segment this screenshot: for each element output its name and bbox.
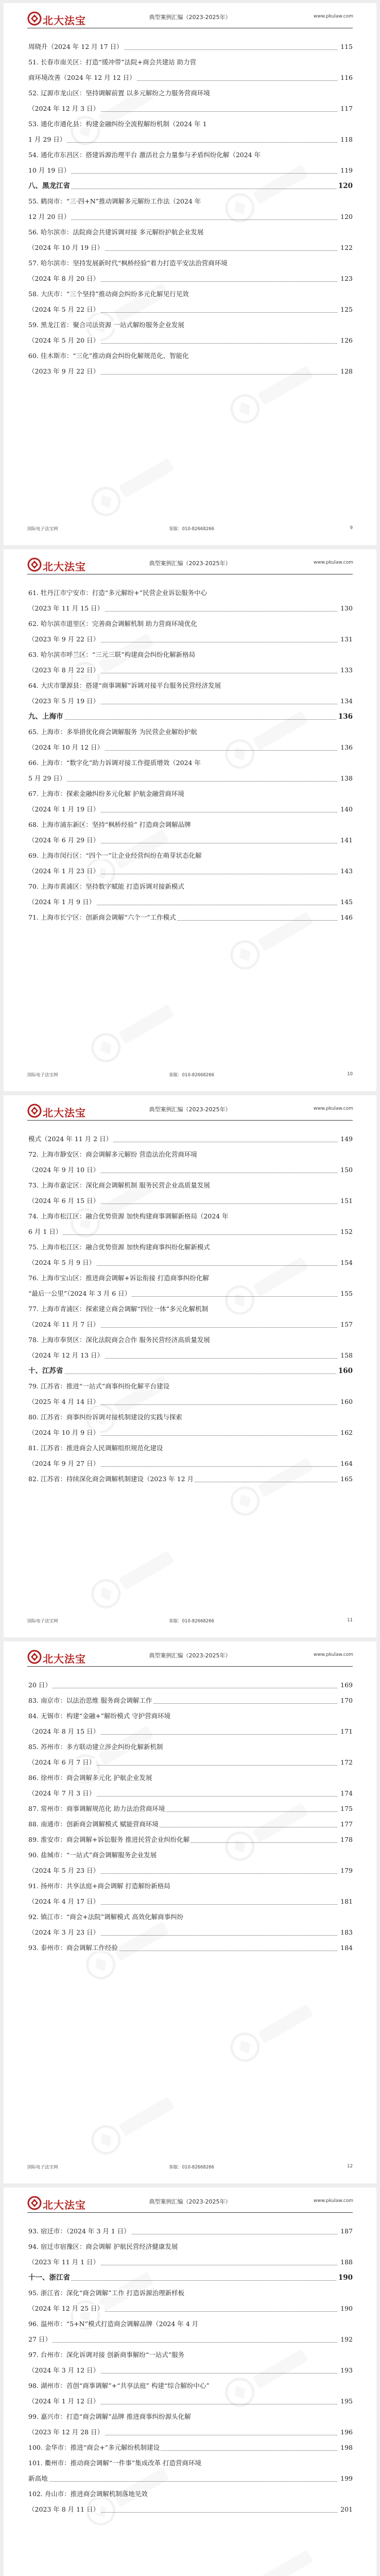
toc-entry-title: 周晓升（2024 年 12 月 17 日） [28,43,123,50]
header-url[interactable]: www.pkulaw.com [313,1106,353,1111]
toc-page-number: 199 [339,2471,353,2486]
document-page [4,2188,376,2576]
toc-entry-title: 65. 上海市：多举措优化商会调解服务 为民营企业解纷护航 [28,728,197,736]
logo-text: 北大法宝 [43,561,86,573]
header-url[interactable]: www.pkulaw.com [313,2198,353,2204]
toc-entry[interactable] [28,2316,353,2347]
toc-entry[interactable] [28,817,353,848]
toc-entry-title-cont: 商环境改善（2024 年 12 月 12 日） [28,74,136,81]
footer-service: 客服：010-82668266 [169,2165,215,2170]
toc-entry[interactable] [28,1770,353,1801]
toc-page-number: 116 [339,70,353,86]
page-footer [27,2164,353,2170]
toc-entry-title: 93. 泰州市：商会调解工作经验 [28,1944,118,1952]
toc-entry-title: 74. 上海市松江区：融合优势资源 加快构建商事调解新格局（2024 年 [28,1212,229,1220]
toc-entry[interactable] [28,1693,353,1708]
toc-page-number: 190 [337,2270,353,2285]
toc-entry-title-cont: “最后一公里”（2024 年 3 月 6 日） [28,1290,131,1297]
toc-page-number: 170 [339,1693,353,1708]
watermark-logo [83,1537,186,1617]
toc-entry[interactable] [28,1940,353,1956]
toc-page-number: 183 [339,1925,353,1940]
toc-entry-title-cont: 6 月 1 日） [28,1228,62,1235]
toc-page-number: 162 [339,1425,353,1440]
toc-page-number: 136 [337,709,353,724]
toc-entry-title: 76. 上海市宝山区：推进商会调解+诉讼衔接 打造商事纠纷化解 [28,1274,209,1282]
toc-page-number: 181 [339,1894,353,1909]
toc-entry-title-cont: （2024 年 11 月 7 日） [28,1320,100,1328]
toc-entry[interactable] [28,1379,353,1410]
toc-entry[interactable] [28,86,353,116]
header-title: 典型案例汇编（2023-2025年） [149,14,231,21]
toc-page-number: 154 [339,1255,353,1270]
toc-entry-title-cont: （2023 年 5 月 19 日） [28,697,100,705]
toc-entry-title-cont: （2023 年 9 月 22 日） [28,635,100,643]
logo-text: 北大法宝 [43,14,86,27]
toc-entry[interactable] [28,1270,353,1301]
toc-entry-title: 99. 嘉兴市：打造“商会调解”品牌 推进商事纠纷源头化解 [28,2413,191,2420]
footer-page-number: 12 [347,2164,353,2169]
toc-entry[interactable] [28,910,353,925]
toc-entry-title: 94. 宿迁市宿豫区：商会调解 护航民营经济健康发展 [28,2243,178,2250]
toc-entry-title-cont: 5 月 29 日） [28,774,66,782]
toc-page-number: 184 [339,1940,353,1956]
watermark-logo [222,2536,325,2576]
page-footer [27,1618,353,1624]
toc-page-number: 165 [339,1471,353,1487]
toc-entry[interactable] [28,585,353,616]
toc-entry-title-cont: （2024 年 10 月 12 日） [28,743,103,751]
toc-entry-title-cont: （2024 年 1 月 12 日） [28,2397,100,2405]
toc-entry-title: 61. 牡丹江市宁安市：打造“多元解纷+”民营企业诉讼服务中心 [28,589,208,597]
toc-page-number: 146 [339,910,353,925]
footer-source: 国际电子法宝网 [27,1073,58,1078]
toc-entry-title: 95. 浙江省：深化“商会调解”工作 打造诉源治理新样板 [28,2289,185,2297]
toc-page-number: 171 [339,1724,353,1739]
toc-page-number: 149 [339,1131,353,1147]
toc-leader-dots [28,2481,337,2482]
toc-entry-title: 102. 舟山市：推进商会调解机制落地见效 [28,2490,148,2498]
page-header [4,3,376,34]
toc-entry-title-cont: （2024 年 12 月 3 日） [28,105,100,112]
toc-page-number: 120 [337,178,353,194]
toc-page-number: 126 [339,333,353,348]
toc-entry[interactable] [28,1410,353,1440]
toc-entry-title: 60. 佳木斯市：“三化”推动商会纠纷化解规范化、智能化 [28,352,189,360]
toc-entry[interactable] [28,1301,353,1332]
toc-entry-title-cont: （2024 年 10 月 19 日） [28,244,103,251]
toc-entry-title: 68. 上海市浦东新区：坚持“枫桥经验” 打造商会调解品牌 [28,821,191,828]
toc-entry-title: 十、江苏省 [28,1367,63,1375]
toc-entry-title: 九、上海市 [28,713,63,721]
toc-page-number: 122 [339,240,353,256]
toc-page-number: 188 [339,2255,353,2270]
toc-entry-title: 20 日） [28,1681,51,1689]
toc-page-number: 150 [339,1162,353,1178]
toc-entry-title: 模式（2024 年 11 月 2 日） [28,1135,113,1143]
toc-entry-title: 93. 宿迁市：（2024 年 3 月 1 日） [28,2227,130,2235]
toc-entry-title: 56. 哈尔滨市：法院商会共建诉调对接 多元解纷护航企业发展 [28,228,204,236]
toc-entry[interactable] [28,1677,353,1693]
toc-entry-title: 72. 上海市静安区：商会调解多元解纷 营造法治化营商环境 [28,1150,197,1158]
header-title: 典型案例汇编（2023-2025年） [149,1652,231,1659]
logo-text: 北大法宝 [43,1653,86,1665]
toc-page-number: 192 [339,2332,353,2347]
toc-entry[interactable] [28,1147,353,1178]
toc-section-heading[interactable] [28,1363,353,1379]
toc-entry[interactable] [28,1332,353,1363]
toc-entry-title-cont: （2024 年 5 月 9 日） [28,1259,96,1266]
toc-entry[interactable] [28,286,353,317]
toc-entry-title-cont: （2023 年 9 月 22 日） [28,367,100,375]
toc-entry-title-cont: （2023 年 8 月 11 日） [28,2505,100,2513]
toc-entry-title: 98. 湖州市：首创“商事调解”+“共享法庭” 构建“综合解纷中心” [28,2382,210,2389]
footer-source: 国际电子法宝网 [27,1619,58,1624]
toc-entry[interactable] [28,1440,353,1471]
toc-entry[interactable] [28,225,353,256]
toc-entry[interactable] [28,1739,353,1770]
toc-entry-title-cont: （2024 年 8 月 15 日） [28,1727,100,1735]
toc-leader-dots [28,2342,337,2343]
toc-page-number: 187 [339,2224,353,2239]
toc-entry-title: 52. 辽源市龙山区：坚持调解前置 以多元解纷之力服务营商环境 [28,89,210,97]
toc-entry-title: 58. 大庆市：“三个坚持”推动商会纠纷多元化解见行见效 [28,290,189,298]
header-title: 典型案例汇编（2023-2025年） [149,2198,231,2205]
toc-entry-title: 八、黑龙江省 [28,182,70,190]
toc-entry[interactable] [28,1240,353,1270]
toc-entry-title-cont: （2024 年 1 月 19 日） [28,805,100,813]
toc-entry-title-cont: 10 月 19 日） [28,166,71,174]
logo-text: 北大法宝 [43,2199,86,2211]
toc-entry[interactable] [28,2239,353,2270]
toc-page-number: 115 [339,39,353,55]
toc-page-number: 119 [339,163,353,178]
footer-service: 客服：010-82668266 [169,1073,215,1078]
header-title: 典型案例汇编（2023-2025年） [149,560,231,567]
toc-entry-title-cont: （2023 年 11 月 15 日） [28,604,103,612]
toc-page-number: 198 [339,2440,353,2455]
toc-entry-title: 80. 江苏省：商事纠纷诉调对接机制建设的实践与探索 [28,1413,182,1421]
toc-leader-dots [28,142,337,143]
header-title: 典型案例汇编（2023-2025年） [149,1106,231,1113]
toc-list [4,1131,376,1487]
page-footer [27,526,353,532]
toc-entry[interactable] [28,1131,353,1147]
toc-entry-title-cont: （2024 年 6 月 7 日） [28,1758,96,1766]
toc-page-number: 160 [339,1394,353,1410]
header-divider [27,1120,353,1121]
toc-entry-title: 87. 常州市：商事调解规范化 助力法治营商环境 [28,1805,165,1812]
toc-page-number: 164 [339,1456,353,1471]
toc-entry[interactable] [28,116,353,147]
toc-entry-title: 71. 上海市长宁区：创新商会调解“六个一”工作模式 [28,913,176,921]
toc-entry-title: 63. 哈尔滨市呼兰区：“三元三联”构建商会纠纷化解新格局 [28,651,196,658]
toc-entry[interactable] [28,2224,353,2239]
toc-entry-title-cont: 12 月 20 日） [28,213,71,221]
toc-page-number: 175 [339,1801,353,1817]
toc-entry-title: 51. 长春市南关区：打造“缓冲带”法院+商会共建站 助力营 [28,58,197,66]
toc-entry-title-cont: （2024 年 1 月 9 日） [28,898,96,906]
toc-entry-title: 55. 鹤岗市：“三·四+N”推动调解多元解纷工作法（2024 年 [28,197,201,205]
toc-entry-title: 66. 上海市：“数字化”助力诉调对接工作提质增效（2024 年 [28,759,201,767]
watermark-logo [83,445,186,525]
toc-entry[interactable] [28,256,353,286]
toc-entry-title: 78. 上海市奉贤区：深化法院商会合作 服务民营经济高质量发展 [28,1336,210,1344]
toc-entry-title: 100. 金华市：推进“商会+”多元解纷机制建设 [28,2444,160,2451]
footer-service: 客服：010-82668266 [169,1619,215,1624]
toc-entry[interactable] [28,678,353,709]
toc-entry-title: 88. 南通市：创新商会调解模式 赋能营商环境 [28,1820,159,1828]
toc-entry[interactable] [28,647,353,678]
toc-entry-title: 81. 江苏省：推进商会人民调解组织规范化建设 [28,1444,163,1452]
toc-entry-title: 82. 江苏省：持续深化商会调解机制建设（2023 年 12 月 [28,1475,194,1483]
toc-entry-title-cont: （2024 年 3 月 12 日） [28,2366,100,2374]
page-footer [27,1072,353,1078]
toc-entry-title-cont: （2024 年 6 月 29 日） [28,836,100,844]
toc-entry-title-cont: （2024 年 6 月 15 日） [28,1197,100,1205]
toc-entry-title-cont: （2024 年 10 月 9 日） [28,1429,100,1436]
header-divider [27,1666,353,1667]
watermark-logo [83,991,186,1071]
toc-list [4,39,376,379]
toc-entry-title-cont: 新高地 [28,2475,48,2482]
toc-entry[interactable] [28,2347,353,2378]
toc-entry[interactable] [28,2440,353,2455]
toc-entry-title: 75. 上海市松江区：融合优势资源 加快构建商事纠纷化解新模式 [28,1243,210,1251]
toc-entry-title: 90. 盐城市：“一站式”商会调解服务企业发展 [28,1851,157,1859]
footer-source: 国际电子法宝网 [27,527,58,532]
toc-page-number: 157 [339,1317,353,1332]
header-url[interactable]: www.pkulaw.com [313,1652,353,1657]
toc-page-number: 169 [339,1677,353,1693]
toc-page-number: 190 [339,2301,353,2316]
toc-entry[interactable] [28,2409,353,2440]
toc-entry[interactable] [28,1801,353,1817]
document-page [4,1095,376,1637]
toc-page-number: 151 [339,1193,353,1209]
toc-entry-title-cont: （2025 年 4 月 14 日） [28,1398,100,1405]
toc-entry-title-cont: （2024 年 12 月 13 日） [28,1351,103,1359]
toc-entry[interactable] [28,1209,353,1240]
toc-entry[interactable] [28,616,353,647]
toc-entry[interactable] [28,317,353,348]
toc-entry-title: 86. 徐州市：商会调解多元化 护航企业发展 [28,1774,152,1782]
toc-entry[interactable] [28,786,353,817]
toc-entry-title: 67. 上海市：探索金融纠纷多元化解 护航金融营商环境 [28,790,184,798]
toc-page-number: 130 [339,601,353,616]
toc-entry[interactable] [28,755,353,786]
footer-service: 客服：010-82668266 [169,527,215,532]
toc-page-number: 172 [339,1755,353,1770]
toc-entry[interactable] [28,724,353,755]
toc-entry[interactable] [28,1878,353,1909]
toc-entry-title: 53. 通化市通化县：构建金融纠纷全流程解纷机制（2024 年 1 [28,120,207,128]
toc-entry-title: 69. 上海市闵行区：“四个一”让企业经营纠纷在萌芽状态化解 [28,852,202,859]
toc-entry-title: 92. 镇江市：“商会+法院”调解模式 高效化解商事纠纷 [28,1913,184,1921]
toc-entry[interactable] [28,1471,353,1487]
toc-page-number: 155 [339,1286,353,1301]
toc-entry-title-cont: （2024 年 5 月 20 日） [28,336,100,344]
toc-entry-title: 96. 温州市：“5+N”模式打造商会调解品牌（2024 年 4 月 [28,2320,199,2328]
toc-entry-title: 91. 扬州市：共享法庭+商会调解 打造解纷新格局 [28,1882,170,1890]
toc-entry-title-cont: （2024 年 5 月 22 日） [28,306,100,313]
toc-page-number: 201 [339,2502,353,2517]
toc-entry-title: 79. 江苏省：推进“一站式”商事纠纷化解平台建设 [28,1382,170,1390]
header-url[interactable]: www.pkulaw.com [313,560,353,565]
toc-leader-dots [28,781,337,782]
toc-entry-title: 十一、浙江省 [28,2274,70,2282]
toc-section-heading[interactable] [28,2270,353,2285]
toc-entry[interactable] [28,848,353,879]
toc-entry-title-cont: （2024 年 4 月 17 日） [28,1897,100,1905]
toc-page-number: 158 [339,1348,353,1363]
toc-entry-title: 70. 上海市黄浦区：坚持数字赋能 打造诉调对接新模式 [28,883,184,890]
toc-leader-dots [28,219,337,220]
toc-page-number: 134 [339,693,353,709]
toc-page-number: 195 [339,2394,353,2409]
toc-entry[interactable] [28,1708,353,1739]
toc-entry-title: 89. 淮安市：商会调解+诉讼服务 推进民营企业纠纷化解 [28,1836,190,1843]
toc-page-number: 138 [339,771,353,786]
toc-section-heading[interactable] [28,709,353,724]
toc-entry[interactable] [28,55,353,86]
toc-entry[interactable] [28,1817,353,1832]
toc-entry-title: 101. 衢州市：推动商会调解“一件事”集成改革 打造营商环境 [28,2459,202,2467]
toc-page-number: 143 [339,863,353,879]
toc-entry[interactable] [28,1848,353,1878]
toc-leader-dots [28,173,337,174]
footer-page-number: 10 [347,1072,353,1077]
toc-entry-title: 64. 大庆市肇源县：搭建“商事调解”诉调对接平台服务民营经济发展 [28,682,221,689]
toc-entry-title: 77. 上海市青浦区：探索建立商会调解“四位一体”多元化解机制 [28,1305,209,1313]
toc-page-number: 145 [339,894,353,910]
footer-page-number: 11 [347,1618,353,1623]
toc-page-number: 118 [339,132,353,147]
toc-page-number: 140 [339,802,353,817]
document-page [4,1641,376,2183]
toc-page-number: 177 [339,1817,353,1832]
toc-page-number: 125 [339,302,353,317]
toc-section-heading[interactable] [28,178,353,194]
toc-page-number: 117 [339,101,353,116]
toc-entry[interactable] [28,348,353,379]
toc-entry-title-cont: （2024 年 1 月 23 日） [28,867,100,875]
toc-entry-title: 54. 通化市东昌区：搭建诉源治理平台 激活社会力量参与矛盾纠纷化解（2024 年 [28,151,261,159]
toc-entry-title-cont: （2024 年 8 月 20 日） [28,275,100,282]
toc-entry-title-cont: （2024 年 7 月 3 日） [28,1789,96,1797]
toc-entry-title-cont: （2023 年 8 月 22 日） [28,666,100,674]
toc-page-number: 128 [339,364,353,379]
toc-entry-title: 85. 苏州市：多方联动建立涉企纠纷化解新机制 [28,1743,163,1751]
toc-entry-title: 73. 上海市嘉定区：深化商会调解机制 服务民营企业高质量发展 [28,1181,210,1189]
toc-entry[interactable] [28,1909,353,1940]
toc-entry-title-cont: （2024 年 5 月 23 日） [28,1867,100,1874]
page-header [4,549,376,580]
toc-entry-title: 97. 台州市：深化诉调对接 创新商事解纷“一站式”服务 [28,2351,185,2359]
toc-entry-title: 84. 无锡市：构建“金融+”解纷模式 守护营商环境 [28,1712,171,1720]
toc-page-number: 141 [339,833,353,848]
toc-list [4,2224,376,2517]
toc-leader-dots [28,1234,337,1235]
toc-page-number: 136 [339,740,353,755]
toc-list [4,585,376,925]
page-header [4,1095,376,1126]
toc-entry[interactable] [28,879,353,910]
logo-text: 北大法宝 [43,1107,86,1119]
header-divider [27,2212,353,2213]
toc-entry[interactable] [28,1832,353,1848]
document-page [4,549,376,1091]
toc-entry[interactable] [28,2455,353,2486]
page-header [4,2188,376,2218]
toc-entry[interactable] [28,147,353,178]
toc-entry-title-cont: （2023 年 12 月 28 日） [28,2428,103,2436]
toc-entry[interactable] [28,2378,353,2409]
toc-page-number: 120 [339,209,353,225]
footer-page-number: 9 [350,526,353,531]
toc-entry[interactable] [28,2285,353,2316]
toc-page-number: 123 [339,271,353,286]
toc-page-number: 174 [339,1786,353,1801]
toc-entry-title-cont: （2024 年 3 月 23 日） [28,1928,100,1936]
toc-entry-title-cont: （2023 年 11 月 1 日） [28,2258,100,2266]
toc-list [4,1677,376,1956]
toc-page-number: 152 [339,1224,353,1240]
document-page [4,3,376,545]
toc-page-number: 160 [337,1363,353,1379]
toc-entry-title: 83. 南京市：以法治思维 服务商会调解工作 [28,1697,152,1704]
toc-entry[interactable] [28,2486,353,2517]
toc-entry[interactable] [28,39,353,55]
toc-entry[interactable] [28,194,353,225]
toc-page-number: 196 [339,2425,353,2440]
toc-entry-title-cont: （2024 年 12 月 25 日） [28,2304,103,2312]
footer-source: 国际电子法宝网 [27,2165,58,2170]
toc-entry-title-cont: （2024 年 9 月 10 日） [28,1166,100,1174]
toc-entry-title: 57. 哈尔滨市：坚持发展新时代“枫桥经验”着力打造平安法治营商环境 [28,259,228,267]
toc-page-number: 178 [339,1832,353,1848]
toc-page-number: 193 [339,2363,353,2378]
watermark-logo [222,1990,325,2071]
toc-entry-title-cont: （2024 年 9 月 27 日） [28,1460,100,1467]
toc-entry[interactable] [28,1178,353,1209]
toc-entry-title-cont: 1 月 29 日） [28,135,66,143]
toc-entry-title: 62. 哈尔滨市道里区：完善商会调解机制 助力营商环境优化 [28,620,197,628]
toc-page-number: 131 [339,632,353,647]
toc-entry-title-cont: 27 日） [28,2335,51,2343]
toc-entry-title: 59. 黑龙江省：聚合司法资源 一站式解纷服务企业发展 [28,321,184,329]
page-header [4,1641,376,1672]
header-url[interactable]: www.pkulaw.com [313,14,353,19]
watermark-logo [83,2083,186,2163]
toc-page-number: 133 [339,663,353,678]
toc-page-number: 179 [339,1863,353,1878]
